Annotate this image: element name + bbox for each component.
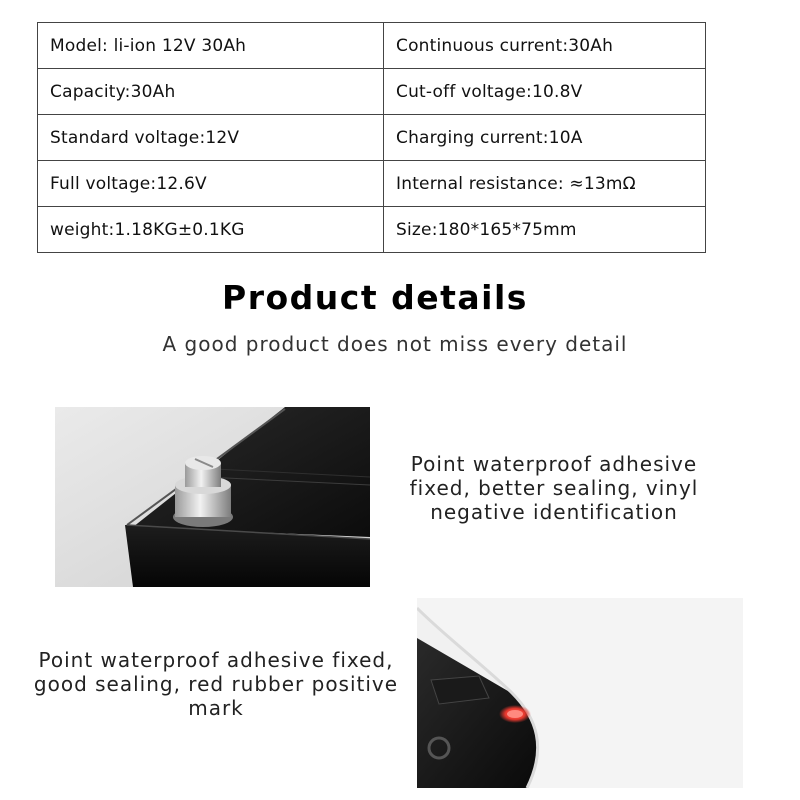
spec-size: Size:180*165*75mm (384, 207, 706, 253)
spec-table (37, 22, 706, 253)
spec-charging-current: Charging current:10A (384, 115, 706, 161)
spec-capacity: Capacity:30Ah (38, 69, 384, 115)
spec-full-voltage: Full voltage:12.6V (38, 161, 384, 207)
spec-row (38, 161, 706, 207)
spec-row (38, 115, 706, 161)
spec-row (38, 207, 706, 253)
negative-terminal-caption: Point waterproof adhesive fixed, better sealing, vinyl negative identification (409, 452, 699, 524)
battery-positive-illustration (417, 598, 743, 788)
spec-model: Model: li-ion 12V 30Ah (38, 23, 384, 69)
spec-row (38, 69, 706, 115)
spec-continuous-current: Continuous current:30Ah (384, 23, 706, 69)
spec-standard-voltage: Standard voltage:12V (38, 115, 384, 161)
section-subtitle: A good product does not miss every detail (162, 332, 628, 356)
negative-terminal-photo (55, 407, 370, 587)
spec-weight: weight:1.18KG±0.1KG (38, 207, 384, 253)
section-title: Product details (222, 278, 528, 317)
positive-marker-photo (417, 598, 743, 788)
spec-cutoff-voltage: Cut-off voltage:10.8V (384, 69, 706, 115)
spec-row (38, 23, 706, 69)
positive-marker-caption: Point waterproof adhesive fixed, good sealing, red rubber positive mark (33, 648, 399, 720)
spec-internal-resistance: Internal resistance: ≈13mΩ (384, 161, 706, 207)
battery-terminal-illustration (55, 407, 370, 587)
